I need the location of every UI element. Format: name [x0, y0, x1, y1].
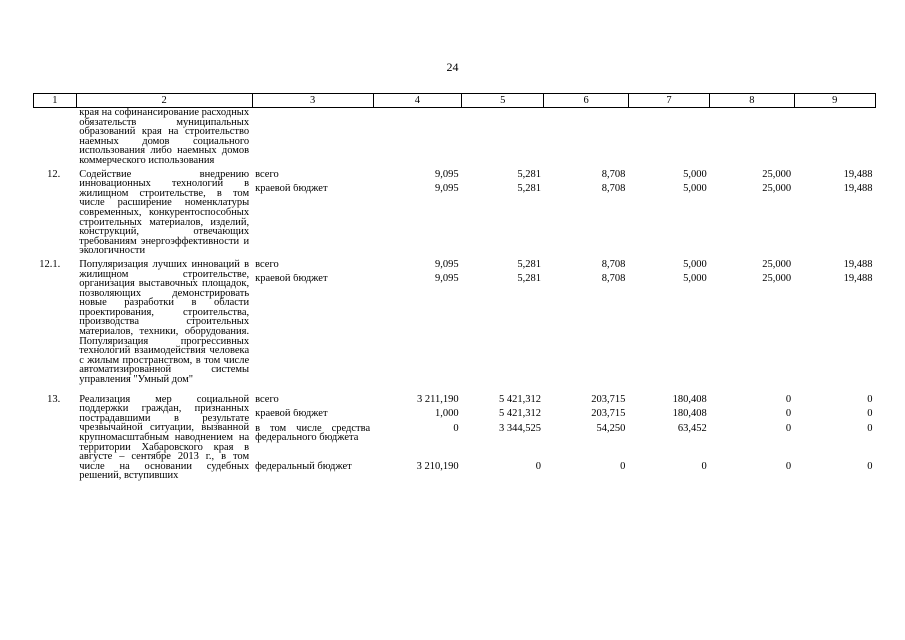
value-cell: 3 344,525: [498, 422, 541, 434]
header-cell: 5: [462, 94, 544, 108]
value-cell: 9,095: [434, 184, 459, 195]
value-cell: 180,408: [672, 409, 707, 420]
row-index: 13.: [47, 393, 61, 405]
value-cell: 9,095: [434, 169, 459, 180]
value-cell: 25,000: [762, 184, 792, 195]
value-cell: 8,708: [601, 274, 626, 285]
value-cell: 203,715: [591, 394, 626, 405]
header-cell: 2: [76, 94, 252, 108]
source-name: федеральный бюджет: [255, 460, 352, 472]
source-name: в том числе средства федерального бюджета: [255, 422, 371, 444]
value-cell: 0: [701, 460, 707, 472]
continuation-row: [34, 108, 876, 166]
value-cell: 1,000: [434, 409, 459, 420]
row-description: Реализация мер социальной поддержки граждан, признанных пострадавшими в результате чрезвычайной ситуации, вызванной крупномасштабным наводнением на территории Хабаровского края в августе – сентябре 2013 г., в том числе на основании судебных решений, вступивших: [79, 393, 250, 482]
value-cell: 0: [785, 422, 792, 434]
source-name: всего: [255, 169, 279, 180]
header-cell: 9: [794, 94, 875, 108]
value-cell: 0: [535, 460, 541, 472]
value-cell: 5 421,312: [498, 394, 541, 405]
value-cell: 54,250: [596, 422, 626, 434]
page-number: 24: [446, 60, 459, 74]
value-cell: 5,000: [683, 169, 707, 180]
row-index: 12.1.: [39, 258, 61, 270]
value-cell: 63,452: [677, 422, 707, 434]
value-cell: 5,000: [683, 274, 707, 285]
value-cell: 8,708: [601, 184, 626, 195]
value-cell: 203,715: [591, 409, 626, 420]
value-cell: 5,000: [683, 184, 707, 195]
program-table: [33, 93, 876, 481]
source-name: всего: [255, 394, 279, 405]
value-cell: 5,000: [683, 259, 707, 270]
continuation-text: края на софинансирование расходных обязательств муниципальных образований края на строительство наемных домов социального использования либо наемных домов коммерческого использования: [79, 107, 250, 166]
header-cell: 6: [544, 94, 628, 108]
header-cell: 1: [34, 94, 77, 108]
value-cell: 0: [785, 394, 792, 405]
header-cell: 3: [252, 94, 373, 108]
row-description: Содействие внедрению инновационных технологий в жилищном строительстве, в том числе расширение номенклатуры современных, конкурентоспособных строительных материалов, изделий, конструкций, отвечающих требованиям энергоэффективности и экологичности: [79, 168, 250, 257]
value-cell: 0: [867, 460, 873, 472]
value-cell: 5,281: [517, 169, 541, 180]
value-cell: 0: [867, 394, 873, 405]
value-cell: 0: [867, 409, 873, 420]
value-cell: 0: [785, 460, 792, 472]
table-row: [34, 170, 876, 256]
value-cell: 25,000: [762, 259, 792, 270]
value-cell: 5 421,312: [498, 409, 541, 420]
source-name: всего: [255, 259, 279, 270]
value-cell: 180,408: [672, 394, 707, 405]
value-cell: 9,095: [434, 274, 459, 285]
value-cell: 5,281: [517, 184, 541, 195]
source-name: краевой бюджет: [255, 184, 328, 195]
value-cell: 0: [453, 422, 459, 434]
value-cell: 8,708: [601, 259, 626, 270]
value-cell: 25,000: [762, 274, 792, 285]
value-cell: 3 210,190: [416, 460, 459, 472]
source-name: краевой бюджет: [255, 409, 328, 420]
value-cell: 19,488: [843, 184, 873, 195]
value-cell: 19,488: [843, 169, 873, 180]
header-cell: 4: [373, 94, 461, 108]
value-cell: 3 211,190: [416, 394, 459, 405]
value-cell: 5,281: [517, 259, 541, 270]
header-cell: 7: [628, 94, 709, 108]
value-cell: 5,281: [517, 274, 541, 285]
header-cell: 8: [710, 94, 794, 108]
value-cell: 8,708: [601, 169, 626, 180]
value-cell: 19,488: [843, 274, 873, 285]
value-cell: 0: [620, 460, 626, 472]
source-name: краевой бюджет: [255, 274, 328, 285]
table-header-row: [34, 94, 876, 108]
value-cell: 25,000: [762, 169, 792, 180]
row-index: 12.: [47, 168, 61, 180]
table-row: [34, 260, 876, 385]
row-description: Популяризация лучших инноваций в жилищном строительстве, организация выставочных площадок, позволяющих демонстрировать новые разработки в области проектирования, строительства, производства строительных материалов, техники, оборудования. Популяризация прогрессивных технологий взаимодействия человека с жилым пространством, в том числе автоматизированной системы управления "Умный дом": [79, 258, 250, 386]
table-row: [34, 395, 876, 481]
value-cell: 0: [785, 409, 792, 420]
value-cell: 19,488: [843, 259, 873, 270]
value-cell: 0: [867, 422, 873, 434]
value-cell: 9,095: [434, 259, 459, 270]
